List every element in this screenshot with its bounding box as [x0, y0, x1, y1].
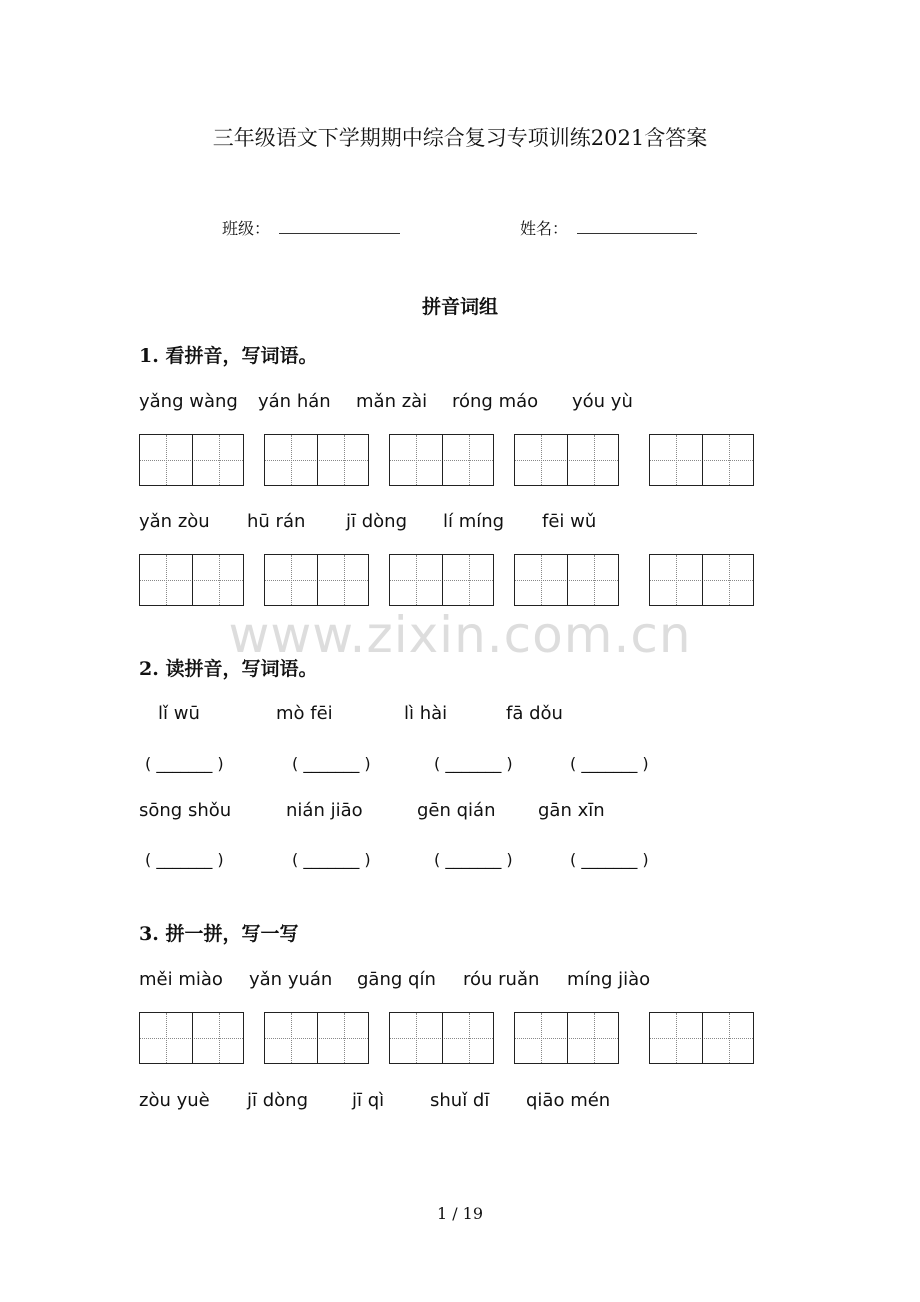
q1-pinyin-9: lí míng — [443, 511, 505, 532]
q1-writing-box-8[interactable] — [389, 554, 494, 606]
q2-answer-blank-2[interactable]: ( _______ ) — [292, 754, 371, 773]
q1-writing-box-4[interactable] — [514, 434, 619, 486]
q1-writing-box-6[interactable] — [139, 554, 244, 606]
q3-writing-box-5[interactable] — [649, 1012, 754, 1064]
section-title: 拼音词组 — [421, 296, 498, 318]
q2-answer-blank-3[interactable]: ( _______ ) — [434, 754, 513, 773]
class-label: 班级： — [222, 219, 271, 238]
q3-pinyin-10: qiāo mén — [526, 1090, 611, 1111]
q3-pinyin-2: yǎn yuán — [249, 969, 333, 990]
class-blank[interactable] — [279, 233, 400, 234]
q1-pinyin-6: yǎn zòu — [139, 511, 210, 532]
q1-pinyin-8: jī dòng — [346, 511, 407, 532]
q2-answer-blank-5[interactable]: ( _______ ) — [145, 850, 224, 869]
q3-pinyin-6: zòu yuè — [139, 1090, 210, 1111]
q3-pinyin-5: míng jiào — [567, 969, 651, 990]
q1-pinyin-3: mǎn zài — [356, 391, 428, 412]
name-label: 姓名： — [520, 219, 569, 238]
q2-pinyin-6: nián jiāo — [286, 800, 363, 821]
q3-pinyin-7: jī dòng — [247, 1090, 308, 1111]
q3-writing-box-1[interactable] — [139, 1012, 244, 1064]
q1-writing-box-7[interactable] — [264, 554, 369, 606]
watermark: www.zixin.com.cn — [228, 606, 692, 664]
q1-pinyin-1: yǎng wàng — [139, 391, 238, 412]
q1-pinyin-4: róng máo — [452, 391, 539, 412]
q3-writing-box-2[interactable] — [264, 1012, 369, 1064]
q3-pinyin-4: róu ruǎn — [463, 969, 540, 990]
q2-answer-blank-7[interactable]: ( _______ ) — [434, 850, 513, 869]
q2-pinyin-5: sōng shǒu — [139, 800, 232, 821]
q2-pinyin-2: mò fēi — [276, 703, 333, 724]
q1-writing-box-2[interactable] — [264, 434, 369, 486]
q2-pinyin-7: gēn qián — [417, 800, 496, 821]
q2-pinyin-8: gān xīn — [538, 800, 605, 821]
q3-heading: 3. 拼一拼，写一写 — [139, 923, 299, 945]
q3-pinyin-3: gāng qín — [357, 969, 436, 990]
q2-pinyin-1: lǐ wū — [158, 703, 200, 724]
q1-writing-box-5[interactable] — [649, 434, 754, 486]
q3-pinyin-8: jī qì — [352, 1090, 385, 1111]
q2-answer-blank-4[interactable]: ( _______ ) — [570, 754, 649, 773]
q1-pinyin-7: hū rán — [247, 511, 306, 532]
q2-answer-blank-1[interactable]: ( _______ ) — [145, 754, 224, 773]
page-number: 1 / 19 — [436, 1204, 484, 1223]
q2-pinyin-4: fā dǒu — [506, 703, 563, 724]
q3-writing-box-4[interactable] — [514, 1012, 619, 1064]
q3-pinyin-1: měi miào — [139, 969, 223, 990]
q3-writing-box-3[interactable] — [389, 1012, 494, 1064]
document-title: 三年级语文下学期期中综合复习专项训练2021含答案 — [212, 126, 708, 150]
q1-heading: 1. 看拼音，写词语。 — [139, 345, 318, 367]
q2-pinyin-3: lì hài — [404, 703, 448, 724]
q2-answer-blank-8[interactable]: ( _______ ) — [570, 850, 649, 869]
q1-writing-box-9[interactable] — [514, 554, 619, 606]
q1-pinyin-5: yóu yù — [572, 391, 633, 412]
q3-pinyin-9: shuǐ dī — [430, 1090, 490, 1111]
name-blank[interactable] — [577, 233, 697, 234]
q1-pinyin-10: fēi wǔ — [542, 511, 597, 532]
q2-answer-blank-6[interactable]: ( _______ ) — [292, 850, 371, 869]
q2-heading: 2. 读拼音，写词语。 — [139, 658, 318, 680]
q1-writing-box-10[interactable] — [649, 554, 754, 606]
q1-pinyin-2: yán hán — [258, 391, 331, 412]
q1-writing-box-1[interactable] — [139, 434, 244, 486]
q1-writing-box-3[interactable] — [389, 434, 494, 486]
